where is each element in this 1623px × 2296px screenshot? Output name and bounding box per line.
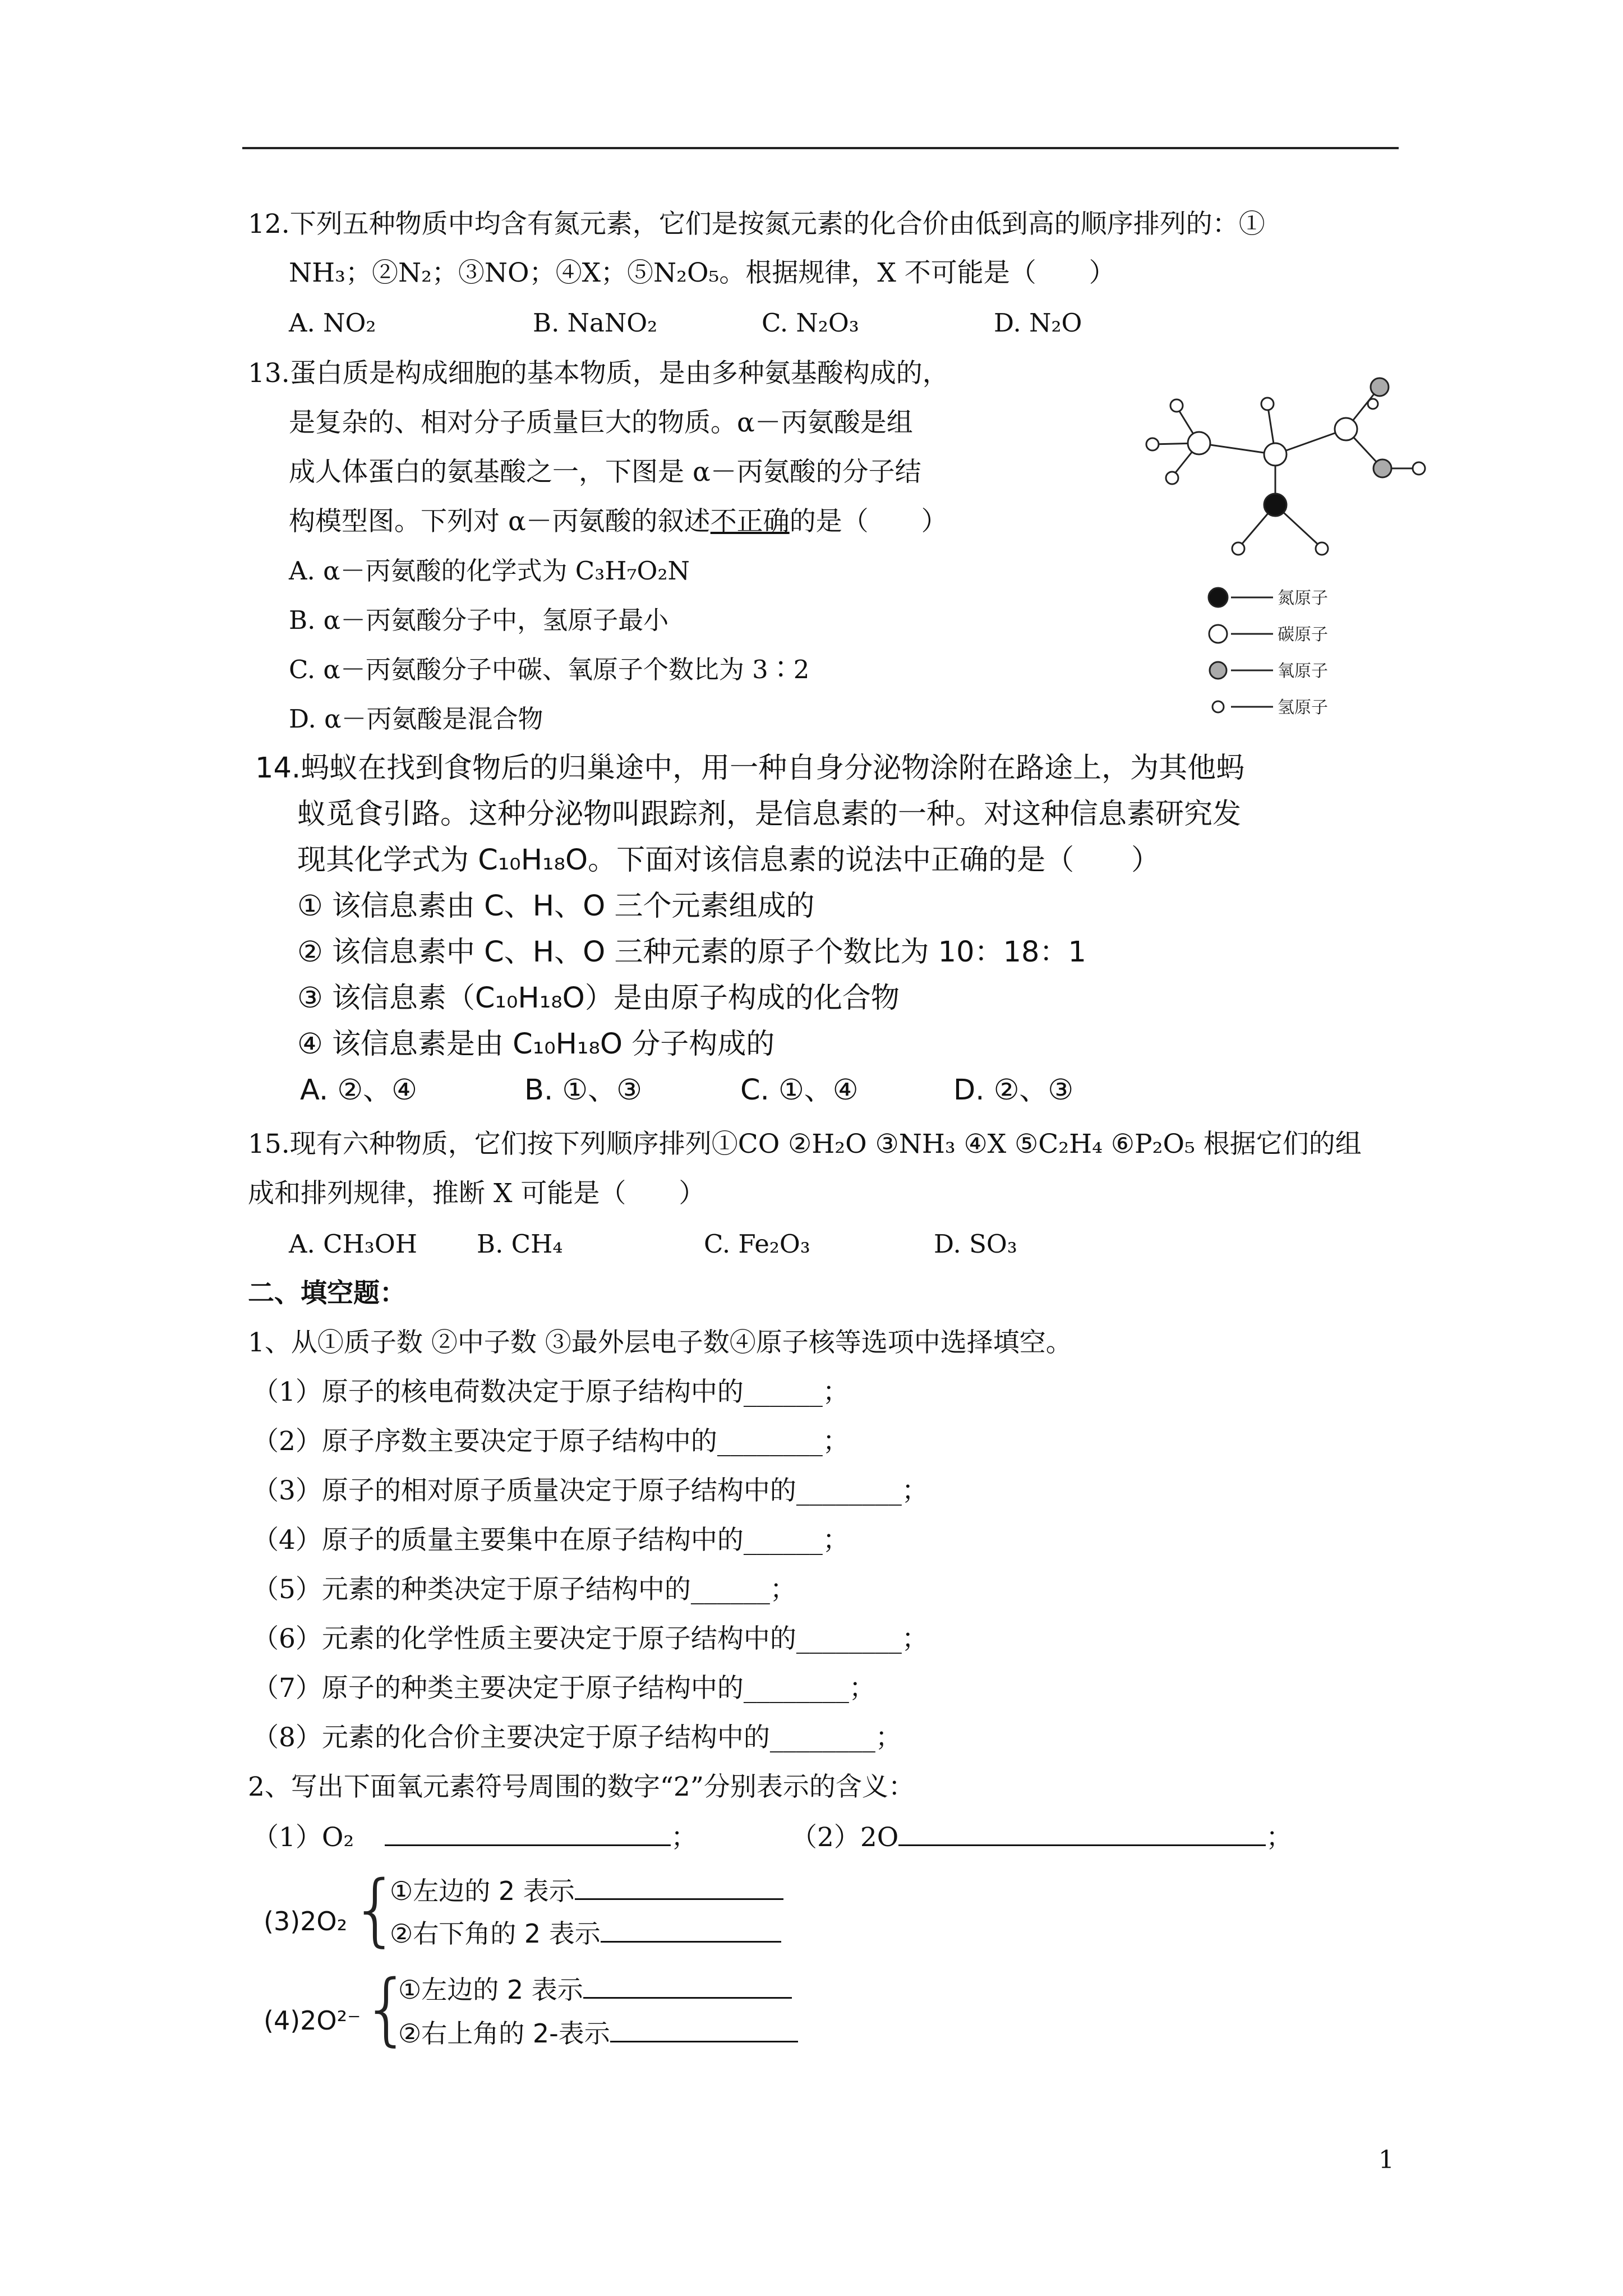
legend-nitrogen-label: 氮原子 [1278,588,1328,608]
q14-line2: 蚁觅食引路。这种分泌物叫跟踪剂，是信息素的一种。对这种信息素研究发 [297,798,1242,831]
q12-option-c[interactable]: C. N₂O₃ [762,308,859,338]
brace-icon: { [351,1864,401,1955]
q14-option-d[interactable]: D. ②、③ [953,1074,1074,1107]
fill-q2-part4-b-label: ②右上角的 2-表示 [398,2018,610,2049]
q14-line3: 现其化学式为 C₁₀H₁₈O。下面对该信息素的说法中正确的是（ ） [297,844,1160,877]
fill-q2-part3-label: (3)2O₂ [264,1906,348,1936]
fill-q2-part2: （2）2O ； [791,1820,1292,1855]
hydrogen-atom [1413,462,1425,475]
q13-line4 [289,505,948,539]
fill-q2-part1-blank[interactable] [385,1820,671,1846]
fill-q2-part4-a-blank[interactable] [583,1972,792,1999]
oxygen-atom [1373,459,1391,477]
fill-q2-intro: 2、写出下面氧元素符号周围的数字“2”分别表示的含义： [248,1772,915,1802]
q14-option-a[interactable]: A. ②、④ [300,1074,417,1107]
q14-item-1: ① 该信息素由 C、H、O 三个元素组成的 [297,890,815,923]
q13-emphasis: 不正确 [710,506,790,537]
fill-q1-item-3[interactable]: （3）原子的相对原子质量决定于原子结构中的________； [252,1475,928,1506]
q13-line2: 是复杂的、相对分子质量巨大的物质。α－丙氨酸是组 [289,407,913,438]
section-heading: 二、填空题： [248,1278,406,1309]
hydrogen-atom [1170,399,1183,412]
carbon-atom [1188,432,1210,454]
q14-option-b[interactable]: B. ①、③ [524,1074,642,1107]
hydrogen-atom [1368,399,1378,409]
q13-line4-pre: 构模型图。下列对 α－丙氨酸的叙述 [289,506,711,537]
alanine-model-figure [1133,353,1447,737]
fill-q1-item-7[interactable]: （7）原子的种类主要决定于原子结构中的________； [252,1673,875,1704]
fill-q2-part3-b-label: ②右下角的 2 表示 [390,1918,601,1949]
q15-option-c[interactable]: C. Fe₂O₃ [704,1229,810,1259]
fill-q1-item-2[interactable]: （2）原子序数主要决定于原子结构中的________； [252,1426,849,1457]
legend-oxygen-label: 氧原子 [1278,661,1328,681]
q15-option-a[interactable]: A. CH₃OH [289,1229,417,1259]
q14-option-c[interactable]: C. ①、④ [740,1074,859,1107]
fill-q1-item-4[interactable]: （4）原子的质量主要集中在原子结构中的______； [252,1525,849,1556]
legend-hydrogen-label: 氢原子 [1278,698,1328,717]
hydrogen-atom [1316,542,1328,555]
fill-q2-part4-b-blank[interactable] [610,2016,798,2042]
q12-option-d[interactable]: D. N₂O [994,308,1082,338]
legend-oxygen-icon [1210,662,1227,679]
hydrogen-atom [1232,542,1244,555]
q12-line2: NH₃；②N₂；③NO；④X；⑤N₂O₅。根据规律，X 不可能是（ ） [289,257,1115,288]
alanine-molecule-diagram [1133,353,1447,735]
q13-option-b[interactable]: B. α－丙氨酸分子中，氢原子最小 [289,605,669,635]
fill-q2-part2-blank[interactable] [898,1820,1266,1846]
header-rule [242,147,1399,149]
fill-q1-item-6[interactable]: （6）元素的化学性质主要决定于原子结构中的________； [252,1623,928,1654]
q15-line2: 成和排列规律，推断 X 可能是（ ） [248,1178,706,1209]
fill-q2-part2-label: （2）2O [791,1822,899,1853]
q14-item-2: ② 该信息素中 C、H、O 三种元素的原子个数比为 10：18：1 [297,936,1086,969]
fill-q2-part4-label: (4)2O²⁻ [264,2005,361,2036]
q13-option-a[interactable]: A. α－丙氨酸的化学式为 C₃H₇O₂N [289,556,690,586]
fill-q1-item-5[interactable]: （5）元素的种类决定于原子结构中的______； [252,1574,796,1605]
page-number: 1 [1378,2146,1394,2174]
legend-carbon-icon [1209,625,1227,643]
fill-q1-intro: 1、从①质子数 ②中子数 ③最外层电子数④原子核等选项中选择填空。 [248,1327,1072,1358]
legend-carbon-label: 碳原子 [1278,625,1328,645]
q14-item-4: ④ 该信息素是由 C₁₀H₁₈O 分子构成的 [297,1028,775,1061]
fill-q2-part3-a-label: ①左边的 2 表示 [390,1876,575,1906]
fill-q2-part1-label: （1）O₂ [252,1822,354,1853]
q14-item-3: ③ 该信息素（C₁₀H₁₈O）是由原子构成的化合物 [297,982,900,1015]
fill-q2-part4-a [398,1972,792,2007]
carbon-atom [1264,443,1287,466]
fill-q1-item-1[interactable]: （1）原子的核电荷数决定于原子结构中的______； [252,1377,849,1407]
legend-nitrogen-icon [1209,588,1228,607]
fill-q2-part3-b [390,1916,781,1950]
q13-option-c[interactable]: C. α－丙氨酸分子中碳、氧原子个数比为 3∶2 [289,655,810,684]
hydrogen-atom [1261,398,1274,410]
brace-icon: { [362,1963,412,2055]
q15-line1: 15.现有六种物质，它们按下列顺序排列①CO ②H₂O ③NH₃ ④X ⑤C₂H₄ ⑥P₂O₅ 根据它们的组 [248,1129,1362,1159]
fill-q2-part3-a-blank[interactable] [575,1874,783,1900]
q12-option-a[interactable]: A. NO₂ [289,308,376,338]
hydrogen-atom [1166,472,1178,484]
q14-line1: 14.蚂蚁在找到食物后的归巢途中，用一种自身分泌物涂附在路途上，为其他蚂 [255,752,1245,785]
nitrogen-atom [1264,494,1287,516]
fill-q2-part3-a [390,1874,783,1908]
q15-option-b[interactable]: B. CH₄ [477,1229,563,1259]
q13-line1: 13.蛋白质是构成细胞的基本物质，是由多种氨基酸构成的， [248,358,949,389]
fill-q2-part4-b [398,2016,798,2050]
hydrogen-atom [1146,438,1159,450]
carbon-atom [1335,418,1357,440]
q13-line4-post: 的是（ ） [789,506,948,537]
fill-q1-item-8[interactable]: （8）元素的化合价主要决定于原子结构中的________； [252,1722,902,1753]
fill-q2-part3-b-blank[interactable] [601,1916,781,1943]
q13-option-d[interactable]: D. α－丙氨酸是混合物 [289,704,543,734]
fill-q2-part4-a-label: ①左边的 2 表示 [398,1975,583,2005]
q15-option-d[interactable]: D. SO₃ [934,1229,1017,1259]
q12-option-b[interactable]: B. NaNO₂ [533,308,658,338]
q12-line1: 12.下列五种物质中均含有氮元素，它们是按氮元素的化合价由低到高的顺序排列的：① [248,209,1265,240]
oxygen-atom [1371,378,1389,396]
fill-q2-part1: （1）O₂ ； [252,1820,697,1855]
legend-hydrogen-icon [1212,701,1224,712]
q13-line3: 成人体蛋白的氨基酸之一，下图是 α－丙氨酸的分子结 [289,457,921,487]
